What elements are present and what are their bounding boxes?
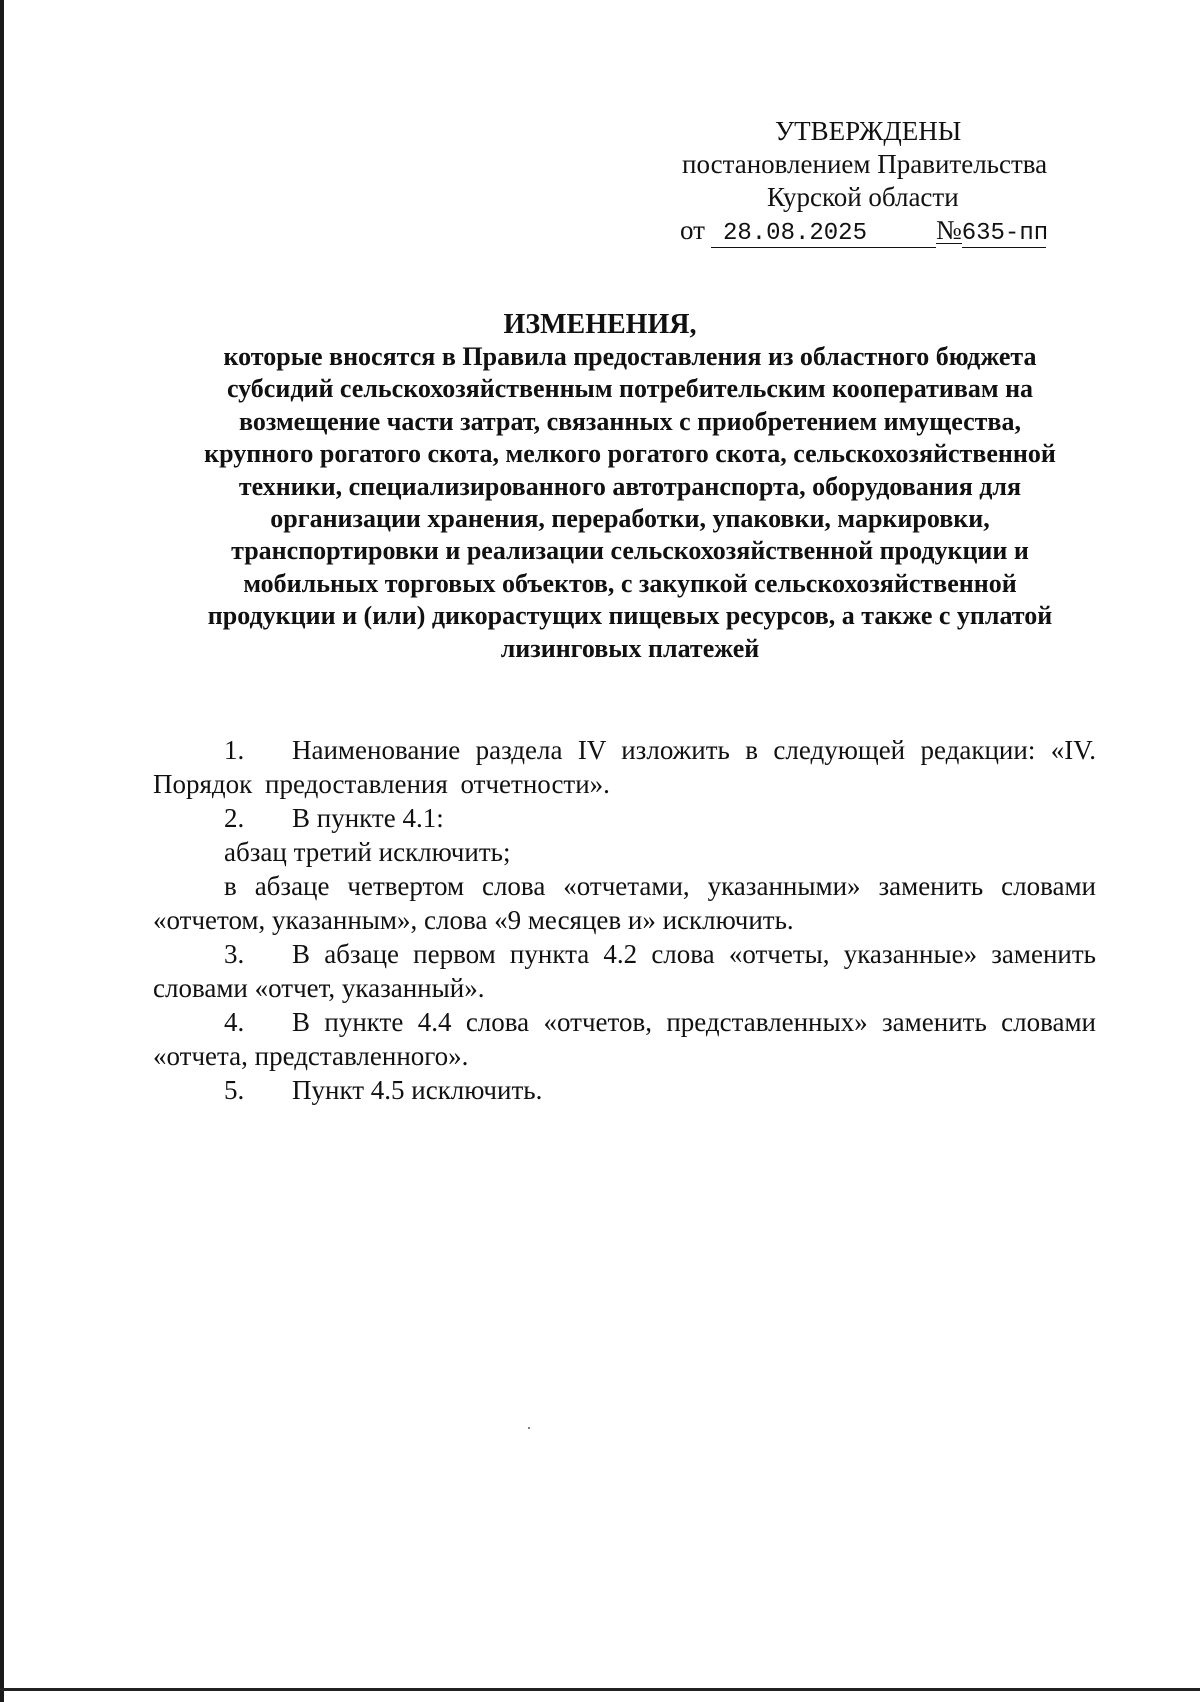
item-text: В пункте 4.1: (292, 803, 444, 833)
approval-date-line (676, 214, 1076, 248)
scan-edge-left (0, 0, 4, 1702)
subtitle-line: субсидий сельскохозяйственным потребительским кооперативам на (226, 374, 1034, 404)
item-number: 5. (224, 1075, 245, 1105)
item-text: Наименование раздела IV изложить в следующей редакции: «IV. Порядок предоставления отчетности». (153, 735, 1096, 799)
list-item (153, 733, 1096, 801)
item-number: 1. (224, 735, 245, 765)
item-number: 2. (224, 803, 245, 833)
approval-block (676, 115, 1076, 248)
document-subtitle (0, 341, 1200, 665)
item-text: абзац третий исключить; (224, 837, 511, 867)
list-item (153, 1005, 1096, 1073)
subtitle-line: мобильных торговых объектов, с закупкой сельскохозяйственной (243, 568, 1017, 598)
approval-region: Курской области (767, 182, 959, 212)
item-text: в абзаце четвертом слова «отчетами, указанными» заменить словами «отчетом, указанным», слова «9 месяцев и» исключить. (153, 871, 1096, 935)
list-item (153, 937, 1096, 1005)
decree-date: 28.08.2025 (711, 221, 936, 248)
scan-edge-bottom (0, 1688, 1200, 1691)
scan-speck (528, 1427, 530, 1429)
list-item (153, 869, 1096, 937)
item-text: В пункте 4.4 слова «отчетов, представленных» заменить словами «отчета, представленного». (153, 1007, 1096, 1071)
item-text: Пункт 4.5 исключить. (292, 1075, 543, 1105)
number-sign: № (935, 215, 962, 245)
approval-heading: УТВЕРЖДЕНЫ (775, 116, 962, 146)
date-prefix: от (680, 215, 705, 245)
approval-decree: постановлением Правительства (682, 149, 1048, 179)
list-item (153, 801, 1096, 835)
subtitle-line: организации хранения, переработки, упаковки, маркировки, (270, 504, 990, 534)
subtitle-line: которые вносятся в Правила предоставления из областного бюджета (223, 342, 1037, 371)
subtitle-line: крупного рогатого скота, мелкого рогатого скота, сельскохозяйственной (204, 439, 1056, 469)
decree-number: 635-пп (961, 220, 1049, 247)
subtitle-line: техники, специализированного автотранспорта, оборудования для (238, 471, 1022, 501)
document-body (153, 733, 1096, 1107)
subtitle-line: транспортировки и реализации сельскохозяйственной продукции и (231, 536, 1029, 566)
subtitle-line: лизинговых платежей (500, 633, 760, 663)
subtitle-line: продукции и (или) дикорастущих пищевых ресурсов, а также с уплатой (207, 601, 1053, 631)
subtitle-line: возмещение части затрат, связанных с приобретением имущества, (239, 406, 1021, 436)
item-number: 3. (224, 939, 245, 969)
item-number: 4. (224, 1007, 245, 1037)
document-title: ИЗМЕНЕНИЯ, (503, 309, 697, 340)
item-text: В абзаце первом пункта 4.2 слова «отчеты, указанные» заменить словами «отчет, указанный». (153, 939, 1096, 1003)
list-item (153, 835, 1096, 869)
list-item (153, 1073, 1096, 1107)
